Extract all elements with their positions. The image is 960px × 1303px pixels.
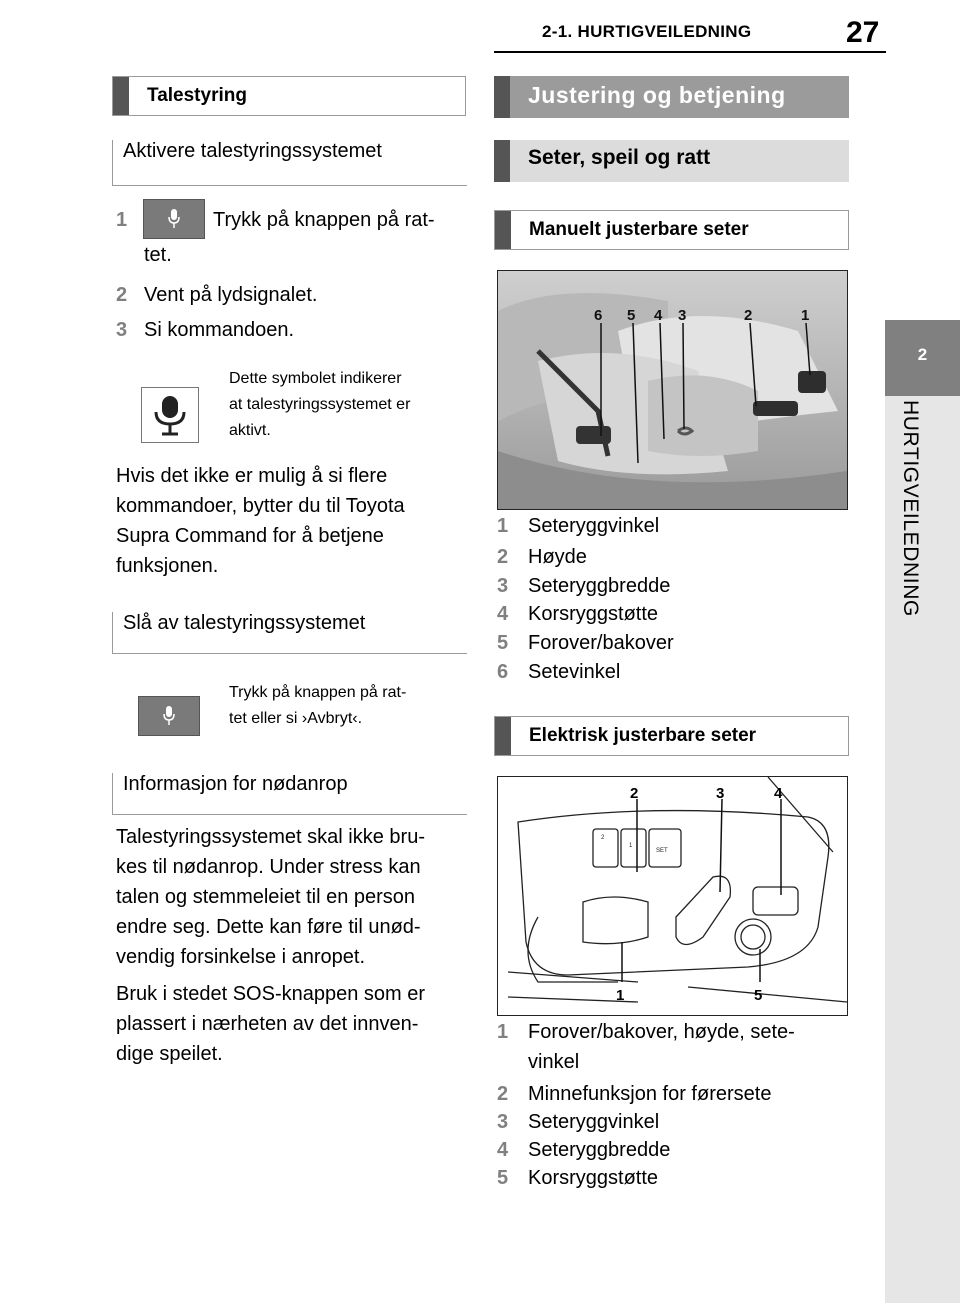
- chapter-tab-number: 2: [917, 345, 928, 364]
- callout-3: 3: [678, 307, 687, 324]
- manual-item-6: Setevinkel: [528, 661, 621, 683]
- manual-item-4: Korsryggstøtte: [528, 603, 659, 625]
- step-1-number: [116, 205, 127, 235]
- manual-item-1: Seteryggvinkel: [528, 515, 660, 537]
- button-label-set: SET: [656, 848, 668, 854]
- heading-text: Seter, speil og ratt: [528, 146, 711, 169]
- subsection-rule: [113, 185, 467, 186]
- step-2: [116, 280, 127, 310]
- manual-item-3: Seteryggbredde: [528, 575, 671, 597]
- symbol-note-line-2: at talestyringssystemet er: [229, 396, 411, 413]
- subsection-title: Informasjon for nødanrop: [123, 773, 348, 795]
- para-line-3: Supra Command for å betjene: [116, 525, 384, 547]
- step-3: [116, 315, 127, 345]
- electric-seat-figure: [497, 776, 848, 1016]
- deactivate-note-line-2: tet eller si ›Avbryt‹.: [229, 710, 363, 727]
- subsection-rule: [113, 653, 467, 654]
- heading-text: Manuelt justerbare seter: [529, 219, 749, 240]
- electric-seat-illustration: [498, 777, 847, 1015]
- step-3-text: Si kommandoen.: [144, 319, 295, 341]
- electric-item-5: Korsryggstøtte: [528, 1167, 659, 1189]
- voice-active-symbol-box: [141, 387, 199, 443]
- emergency-line-4: endre seg. Dette kan føre til unød-: [116, 916, 421, 938]
- callout-4: 4: [774, 785, 783, 802]
- heading-justering: [494, 76, 849, 118]
- callout-4: 4: [654, 307, 663, 324]
- callout-2: 2: [744, 307, 753, 324]
- callout-5: 5: [627, 307, 636, 324]
- para-line-2: kommandoer, bytter du til Toyota: [116, 495, 405, 517]
- chapter-tab-strip: [885, 396, 960, 1303]
- list-number: 4: [497, 1139, 509, 1161]
- microphone-icon: [167, 208, 181, 230]
- emergency-line-3: talen og stemmeleiet til en person: [116, 886, 416, 908]
- electric-item-1-a: Forover/bakover, høyde, sete-: [528, 1021, 795, 1043]
- callout-3: 3: [716, 785, 725, 802]
- step-1-text-b: tet.: [144, 244, 172, 266]
- page-number: 27: [846, 16, 880, 49]
- callout-6: 6: [594, 307, 603, 324]
- emergency-line-5: vendig forsinkelse i anropet.: [116, 946, 366, 968]
- list-number: 4: [497, 603, 509, 625]
- subsection-activate: [112, 140, 467, 186]
- chapter-tab-label-text: HURTIGVEILEDNING: [899, 400, 922, 617]
- symbol-note-line-1: Dette symbolet indikerer: [229, 370, 402, 387]
- list-number: 3: [497, 575, 509, 597]
- step-1-text-a: Trykk på knappen på rat-: [213, 209, 435, 231]
- microphone-button: [143, 199, 205, 239]
- step-number: 3: [116, 319, 128, 341]
- deactivate-note-line-1: Trykk på knappen på rat-: [229, 684, 407, 701]
- header-rule: [494, 51, 886, 53]
- emergency-line-2: kes til nødanrop. Under stress kan: [116, 856, 421, 878]
- heading-block: [494, 140, 510, 182]
- electric-item-4: Seteryggbredde: [528, 1139, 671, 1161]
- microphone-icon: [162, 705, 176, 727]
- step-2-text: Vent på lydsignalet.: [144, 284, 318, 306]
- callout-5: 5: [754, 987, 763, 1004]
- button-label-1: 1: [629, 843, 633, 849]
- subsection-title: Slå av talestyringssystemet: [123, 612, 366, 634]
- list-number: 5: [497, 632, 509, 654]
- voice-active-icon: [142, 388, 198, 442]
- emergency-line-7: plassert i nærheten av det innven-: [116, 1013, 419, 1035]
- manual-seat-illustration: [498, 271, 847, 509]
- button-label-2: 2: [601, 835, 605, 841]
- list-number: 3: [497, 1111, 509, 1133]
- callout-2: 2: [630, 785, 639, 802]
- step-number: 1: [116, 209, 128, 231]
- list-number: 2: [497, 1083, 509, 1105]
- electric-item-1-b: vinkel: [528, 1051, 580, 1073]
- manual-seat-figure: [497, 270, 848, 510]
- subsection-title: Aktivere talestyringssystemet: [123, 140, 382, 162]
- heading-electric-seats: [494, 716, 849, 756]
- para-line-4: funksjonen.: [116, 555, 219, 577]
- heading-text: Elektrisk justerbare seter: [529, 725, 757, 746]
- heading-block: [494, 76, 510, 118]
- symbol-note-line-3: aktivt.: [229, 422, 271, 439]
- emergency-line-1: Talestyringssystemet skal ikke bru-: [116, 826, 425, 848]
- list-number: 1: [497, 1021, 509, 1043]
- callout-1: 1: [801, 307, 810, 324]
- heading-manual-seats: [494, 210, 849, 250]
- list-number: 2: [497, 546, 509, 568]
- list-number: 6: [497, 661, 509, 683]
- list-number: 5: [497, 1167, 509, 1189]
- list-number: 1: [497, 515, 509, 537]
- heading-talestyring: [112, 76, 466, 116]
- emergency-line-6: Bruk i stedet SOS-knappen som er: [116, 983, 426, 1005]
- manual-item-2: Høyde: [528, 546, 587, 568]
- electric-item-3: Seteryggvinkel: [528, 1111, 660, 1133]
- heading-block: [495, 717, 511, 755]
- heading-text: Talestyring: [147, 85, 247, 106]
- running-header-section: 2-1. HURTIGVEILEDNING: [542, 22, 752, 41]
- microphone-button-off: [138, 696, 200, 736]
- heading-block: [495, 211, 511, 249]
- subsection-emergency: [112, 773, 467, 815]
- heading-block: [113, 77, 129, 115]
- electric-item-2: Minnefunksjon for førersete: [528, 1083, 772, 1105]
- para-line-1: Hvis det ikke er mulig å si flere: [116, 465, 388, 487]
- heading-text: Justering og betjening: [528, 82, 786, 108]
- manual-item-5: Forover/bakover: [528, 632, 674, 654]
- emergency-line-8: dige speilet.: [116, 1043, 223, 1065]
- callout-1: 1: [616, 987, 625, 1004]
- subsection-rule: [113, 814, 467, 815]
- step-number: 2: [116, 284, 128, 306]
- heading-seter: [494, 140, 849, 182]
- subsection-deactivate: [112, 612, 467, 654]
